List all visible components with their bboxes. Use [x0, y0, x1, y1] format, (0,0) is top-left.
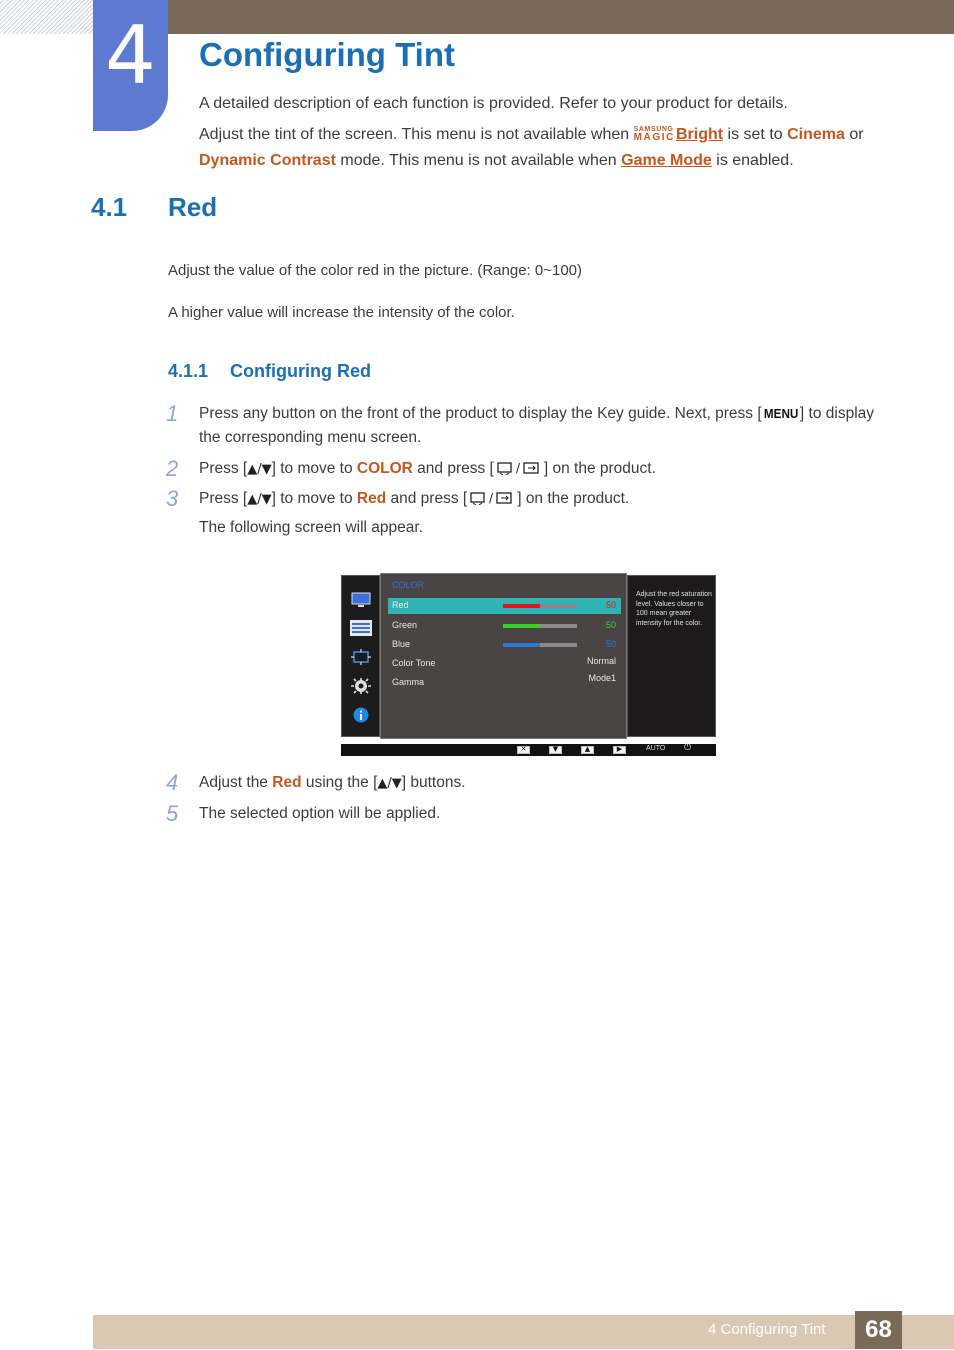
- picture-icon[interactable]: [351, 592, 371, 608]
- osd-slider-fill: [503, 643, 540, 647]
- step-text-part: ] on the product.: [517, 490, 630, 507]
- osd-row-label: Green: [392, 620, 418, 630]
- osd-row-red[interactable]: [388, 598, 621, 614]
- auto-button[interactable]: AUTO: [646, 745, 666, 752]
- step-text-part: using the [: [301, 774, 378, 791]
- color-term: COLOR: [356, 460, 413, 477]
- step-number: 3: [166, 486, 179, 511]
- size-position-icon[interactable]: [351, 649, 371, 665]
- step-2-text: [199, 457, 889, 483]
- step-text-part: ] to move to: [271, 490, 357, 507]
- osd-menu-screenshot: [341, 573, 716, 756]
- step-text-part: ] to move to: [271, 460, 357, 477]
- step-text-part: Adjust the: [199, 774, 273, 791]
- power-icon[interactable]: ⏻: [684, 743, 692, 753]
- subsection-title: Configuring Red: [230, 361, 371, 381]
- svg-text:/: /: [515, 461, 520, 475]
- osd-slider-fill: [503, 624, 540, 628]
- intro-text: mode. This menu is not available when: [335, 152, 622, 169]
- step-text-part: and press [: [412, 460, 494, 477]
- intro-text: Adjust the tint of the screen. This menu is not available when: [199, 126, 634, 143]
- step-3-follow: The following screen will appear.: [199, 519, 424, 536]
- step-text-part: Press any button on the front of the product to display the Key guide. Next, press [: [199, 405, 762, 422]
- osd-row-label: Gamma: [392, 677, 425, 687]
- arrow-right-icon: ▶: [616, 745, 623, 753]
- osd-row-value: 50: [605, 639, 616, 649]
- step-text-part: ] on the product.: [543, 460, 656, 477]
- arrow-up-icon: ▲: [584, 745, 591, 753]
- chapter-title: Configuring Tint: [199, 36, 455, 73]
- step-number: 5: [166, 801, 179, 826]
- osd-slider-track[interactable]: [503, 624, 577, 628]
- osd-row-label: Color Tone: [392, 658, 436, 668]
- step-5-text: The selected option will be applied.: [199, 805, 441, 822]
- osd-row-green[interactable]: [388, 618, 621, 634]
- osd-menu-title: COLOR: [392, 580, 425, 590]
- color-icon[interactable]: [350, 620, 372, 636]
- step-text-part: Press [: [199, 490, 248, 507]
- footer-chapter-label: 4 Configuring Tint: [708, 1321, 826, 1338]
- step-4-text: [199, 771, 889, 796]
- osd-help-panel: [627, 575, 716, 737]
- subsection-number: 4.1.1: [168, 361, 209, 381]
- arrow-down-icon: ▼: [552, 745, 559, 753]
- samsung-magic-logo: [634, 126, 675, 142]
- menu-key: MENU: [763, 406, 799, 421]
- section-number: 4.1: [91, 192, 128, 222]
- up-down-arrows-icon: ▲/▼: [377, 776, 402, 791]
- up-down-arrows-icon: ▲/▼: [247, 462, 272, 477]
- header-band: [168, 0, 954, 34]
- osd-row-label: Blue: [392, 639, 411, 649]
- osd-row-value: Normal: [586, 656, 616, 666]
- section-paragraph-2: A higher value will increase the intensity of the color.: [168, 304, 515, 321]
- osd-row-value: 50: [605, 600, 616, 610]
- section-title: Red: [168, 192, 218, 222]
- up-down-arrows-icon: ▲/▼: [247, 492, 272, 507]
- red-term: Red: [356, 490, 387, 507]
- step-text-part: ] to display the corresponding menu screen.: [199, 405, 875, 446]
- cinema-term: Cinema: [787, 126, 845, 143]
- red-term: Red: [272, 774, 302, 791]
- osd-row-value: Mode1: [588, 673, 616, 683]
- down-button[interactable]: [549, 746, 562, 754]
- intro-text: or: [844, 126, 864, 143]
- chapter-number: 4: [105, 9, 156, 102]
- page-number: 68: [865, 1316, 892, 1343]
- osd-key-guide-bar: [341, 744, 716, 756]
- intro-paragraph: [199, 122, 899, 174]
- osd-sidebar: [341, 575, 380, 737]
- bright-link[interactable]: Bright: [675, 126, 724, 143]
- intro-text: is enabled.: [711, 152, 794, 169]
- osd-color-panel: [380, 573, 627, 739]
- intro-text: is set to: [723, 126, 788, 143]
- step-number: 1: [166, 401, 179, 426]
- step-text-part: and press [: [386, 490, 468, 507]
- header-hatch-pattern: [0, 0, 93, 34]
- osd-row-value: 50: [605, 620, 616, 630]
- right-button[interactable]: [613, 746, 626, 754]
- magic-logo-bottom: MAGIC: [633, 132, 675, 143]
- svg-text:/: /: [489, 491, 494, 505]
- setup-gear-icon[interactable]: [351, 678, 371, 694]
- intro-line-1: A detailed description of each function is provided. Refer to your product for details.: [199, 95, 788, 112]
- osd-row-color-tone[interactable]: [388, 656, 621, 672]
- osd-slider-track[interactable]: [503, 643, 577, 647]
- close-icon: ✕: [520, 745, 527, 753]
- step-text-part: ] buttons.: [401, 774, 466, 791]
- step-1-text: [199, 402, 889, 450]
- step-text-part: Press [: [199, 460, 248, 477]
- osd-row-blue[interactable]: [388, 637, 621, 653]
- game-mode-link[interactable]: Game Mode: [621, 152, 712, 169]
- step-3-text: [199, 487, 889, 513]
- osd-row-label: Red: [392, 600, 409, 610]
- magic-logo-top: SAMSUNG: [633, 126, 674, 133]
- source-enter-key-icon: [494, 459, 544, 483]
- osd-help-text: Adjust the red saturation level. Values closer to 100 mean greater intensity for the color.: [636, 591, 712, 628]
- section-paragraph-1: Adjust the value of the color red in the picture. (Range: 0~100): [168, 262, 583, 279]
- up-button[interactable]: [581, 746, 594, 754]
- osd-slider-track[interactable]: [503, 604, 577, 608]
- step-number: 2: [166, 456, 179, 481]
- close-button[interactable]: [517, 746, 530, 754]
- source-enter-key-icon: [467, 489, 517, 513]
- information-icon[interactable]: [351, 707, 371, 723]
- step-number: 4: [166, 770, 179, 795]
- osd-row-gamma[interactable]: [388, 675, 621, 691]
- osd-slider-fill: [503, 604, 540, 608]
- dynamic-contrast-term: Dynamic Contrast: [199, 152, 336, 169]
